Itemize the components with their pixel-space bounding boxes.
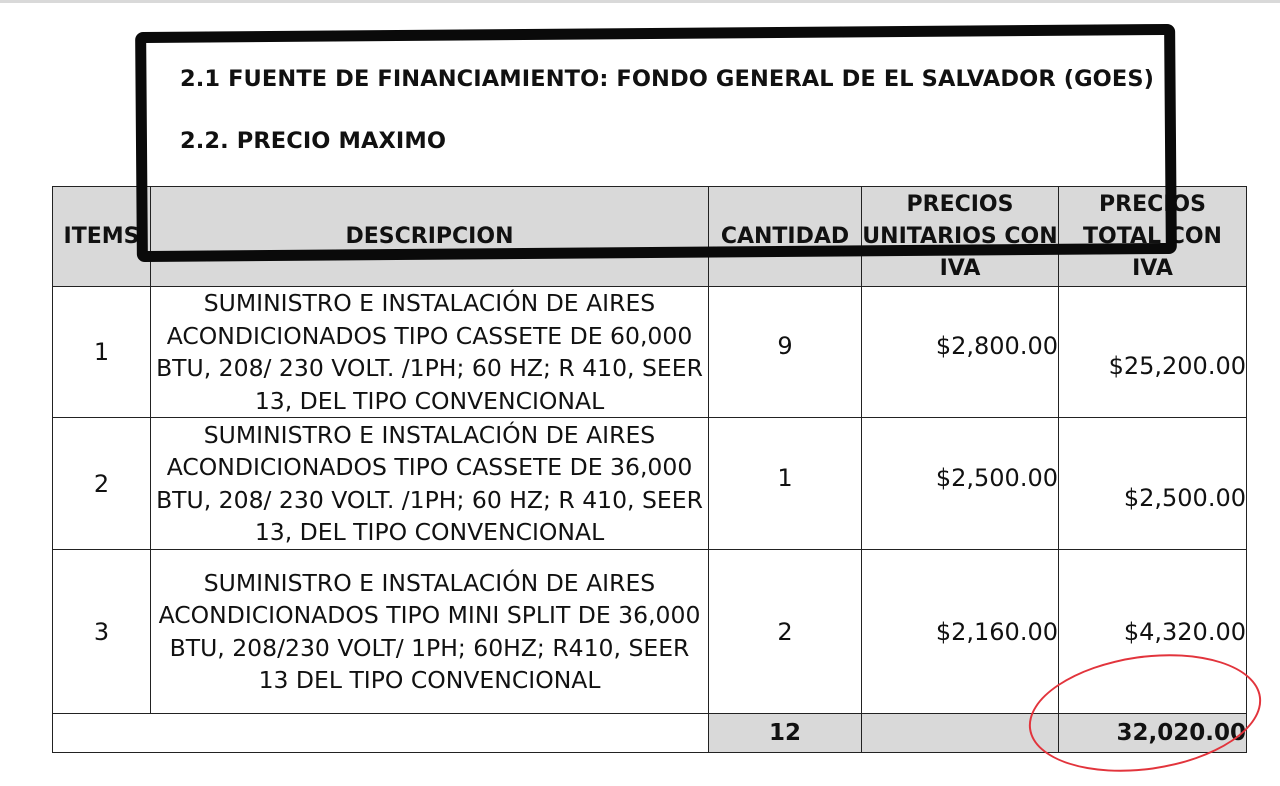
header-total-price: PRECIOS TOTAL CON IVA — [1059, 187, 1247, 287]
header-unit-price: PRECIOS UNITARIOS CON IVA — [862, 187, 1059, 287]
header-descripcion: DESCRIPCION — [151, 187, 709, 287]
item-quantity: 1 — [709, 418, 862, 550]
total-quantity: 12 — [709, 714, 862, 753]
table-row — [53, 418, 1247, 550]
header-cantidad: CANTIDAD — [709, 187, 862, 287]
item-total-price: $4,320.00 — [1059, 550, 1247, 714]
item-description: SUMINISTRO E INSTALACIÓN DE AIRES ACONDICIONADOS TIPO CASSETE DE 60,000 BTU, 208/ 230 VOLT. /1PH; 60 HZ; R 410, SEER 13, DEL TIPO CONVENCIONAL — [151, 287, 709, 418]
grand-total: 32,020.00 — [1059, 714, 1247, 753]
header-items: ITEMS — [53, 187, 151, 287]
table-header-row — [53, 187, 1247, 287]
item-number: 3 — [53, 550, 151, 714]
item-number: 1 — [53, 287, 151, 418]
page-top-border — [0, 0, 1280, 3]
item-unit-price: $2,500.00 — [862, 418, 1059, 550]
table-row — [53, 550, 1247, 714]
totals-unit-blank — [862, 714, 1059, 753]
item-unit-price: $2,160.00 — [862, 550, 1059, 714]
funding-source-heading: 2.1 FUENTE DE FINANCIAMIENTO: FONDO GENERAL DE EL SALVADOR (GOES) — [180, 66, 1155, 92]
item-description: SUMINISTRO E INSTALACIÓN DE AIRES ACONDICIONADOS TIPO CASSETE DE 36,000 BTU, 208/ 230 VOLT. /1PH; 60 HZ; R 410, SEER 13, DEL TIPO CONVENCIONAL — [151, 418, 709, 550]
totals-blank-cell — [53, 714, 709, 753]
totals-row — [53, 714, 1247, 753]
item-description: SUMINISTRO E INSTALACIÓN DE AIRES ACONDICIONADOS TIPO MINI SPLIT DE 36,000 BTU, 208/230 VOLT/ 1PH; 60HZ; R410, SEER 13 DEL TIPO CONVENCIONAL — [151, 550, 709, 714]
item-total-price: $25,200.00 — [1059, 287, 1247, 418]
item-unit-price: $2,800.00 — [862, 287, 1059, 418]
price-table — [52, 186, 1247, 753]
item-quantity: 2 — [709, 550, 862, 714]
max-price-heading: 2.2. PRECIO MAXIMO — [180, 128, 447, 154]
item-total-price: $2,500.00 — [1059, 418, 1247, 550]
item-quantity: 9 — [709, 287, 862, 418]
item-number: 2 — [53, 418, 151, 550]
table-row — [53, 287, 1247, 418]
